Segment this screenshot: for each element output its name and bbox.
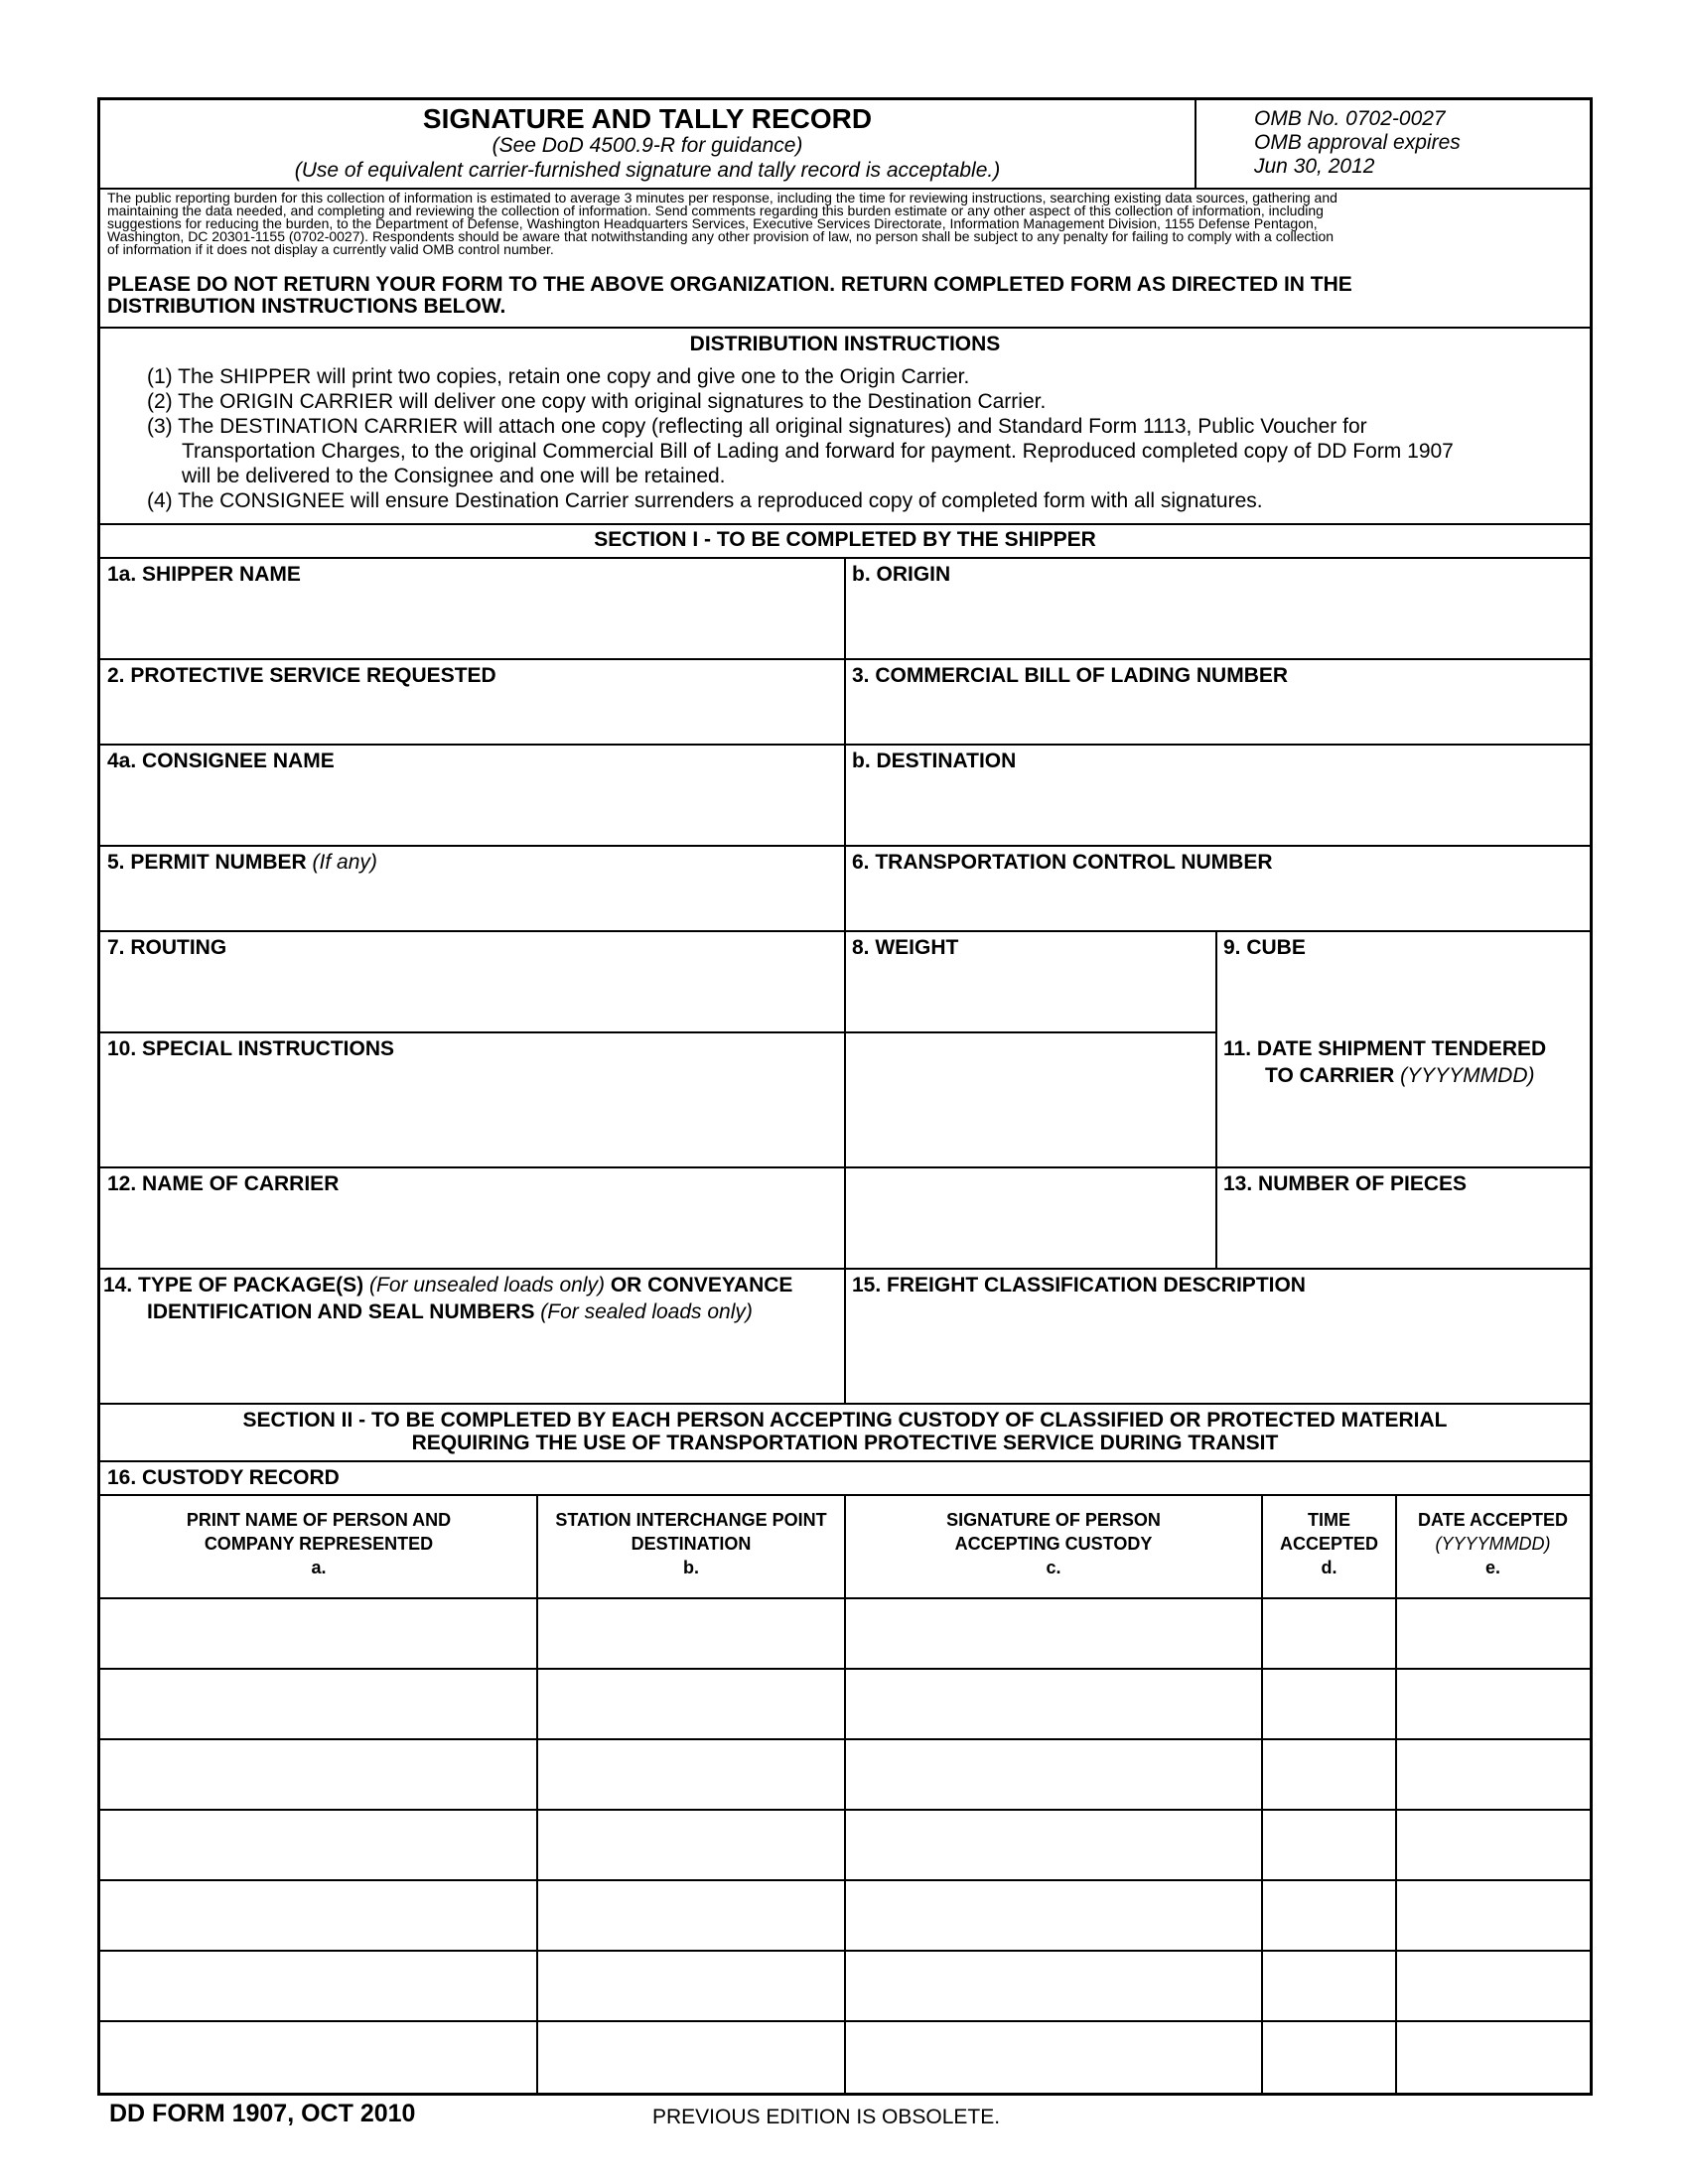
custody-record-label: 16. CUSTODY RECORD <box>107 1466 340 1489</box>
custody-cell-signature[interactable] <box>845 1809 1262 1879</box>
special-instructions-field[interactable] <box>100 1031 1216 1166</box>
protective-service-label: 2. PROTECTIVE SERVICE REQUESTED <box>107 664 496 687</box>
column-header-letter: a. <box>311 1558 327 1577</box>
custody-cell-signature[interactable] <box>845 1879 1262 1950</box>
custody-cell-name[interactable] <box>100 1597 537 1668</box>
burden-line: suggestions for reducing the burden, to the Department of Defense, Washington Headquarters Services, Executive Services Directorate, Information Management Division, 1155 Defense Pentagon, <box>107 215 1318 231</box>
form-title: SIGNATURE AND TALLY RECORD <box>422 103 873 134</box>
carrier-name-field[interactable] <box>100 1166 1216 1268</box>
origin-label: b. ORIGIN <box>852 563 951 586</box>
custody-column-divider <box>1261 1494 1263 2093</box>
date-tendered-label-text: TO CARRIER <box>1265 1064 1395 1087</box>
custody-cell-time[interactable] <box>1262 2020 1396 2091</box>
column-header-line: STATION INTERCHANGE POINT <box>555 1510 827 1530</box>
custody-cell-time[interactable] <box>1262 1950 1396 2020</box>
column-header-line: COMPANY REPRESENTED <box>204 1534 434 1554</box>
custody-cell-time[interactable] <box>1262 1738 1396 1809</box>
form-header <box>100 104 1195 184</box>
consignee-name-field[interactable] <box>100 744 845 845</box>
section2-rule <box>100 1460 1590 1462</box>
burden-statement <box>107 192 1587 256</box>
custody-cell-time[interactable] <box>1262 1809 1396 1879</box>
custody-column-divider <box>844 1494 846 2093</box>
header-divider <box>1195 100 1196 188</box>
column-header-letter: e. <box>1484 1558 1500 1577</box>
bill-of-lading-field[interactable] <box>845 658 1590 744</box>
section2-heading-line: REQUIRING THE USE OF TRANSPORTATION PROTECTIVE SERVICE DURING TRANSIT <box>411 1432 1279 1454</box>
custody-cell-signature[interactable] <box>845 1950 1262 2020</box>
shipper-name-field[interactable] <box>100 557 845 658</box>
column-header-line: ACCEPTED <box>1279 1534 1378 1554</box>
section1-heading: SECTION I - TO BE COMPLETED BY THE SHIPPER <box>594 528 1096 551</box>
custody-cell-date[interactable] <box>1396 1950 1590 2020</box>
custody-cell-name[interactable] <box>100 1738 537 1809</box>
package-type-label-or: OR CONVEYANCE <box>610 1274 793 1297</box>
transportation-control-number-label: 6. TRANSPORTATION CONTROL NUMBER <box>852 851 1273 874</box>
freight-classification-field[interactable] <box>845 1268 1590 1403</box>
weight-field[interactable] <box>845 930 1216 1031</box>
custody-cell-signature[interactable] <box>845 1668 1262 1738</box>
custody-cell-time[interactable] <box>1262 1879 1396 1950</box>
custody-cell-date[interactable] <box>1396 1809 1590 1879</box>
routing-field[interactable] <box>100 930 845 1031</box>
column-header-line: SIGNATURE OF PERSON <box>946 1510 1161 1530</box>
custody-cell-station[interactable] <box>537 1597 845 1668</box>
custody-cell-name[interactable] <box>100 1809 537 1879</box>
column-header-station <box>537 1508 845 1579</box>
permit-number-label-text: 5. PERMIT NUMBER <box>107 851 307 874</box>
custody-cell-station[interactable] <box>537 1809 845 1879</box>
number-of-pieces-label: 13. NUMBER OF PIECES <box>1223 1172 1468 1195</box>
form-identifier: DD FORM 1907, OCT 2010 <box>109 2100 416 2127</box>
custody-cell-name[interactable] <box>100 1668 537 1738</box>
shipper-name-label: 1a. SHIPPER NAME <box>107 563 301 586</box>
distribution-heading: DISTRIBUTION INSTRUCTIONS <box>689 333 1001 355</box>
section2-heading-line: SECTION II - TO BE COMPLETED BY EACH PERSON ACCEPTING CUSTODY OF CLASSIFIED OR PROTECTED MATERIAL <box>242 1409 1448 1432</box>
custody-cell-time[interactable] <box>1262 1668 1396 1738</box>
column-header-letter: d. <box>1321 1558 1337 1577</box>
edition-notice: PREVIOUS EDITION IS OBSOLETE. <box>652 2106 1001 2128</box>
form-frame <box>97 97 1593 2096</box>
burden-rule <box>100 327 1590 329</box>
custody-cell-date[interactable] <box>1396 1738 1590 1809</box>
carrier-name-label: 12. NAME OF CARRIER <box>107 1172 340 1195</box>
permit-number-note: (If any) <box>312 851 377 874</box>
form-subtitle-guidance: (See DoD 4500.9-R for guidance) <box>492 134 803 157</box>
custody-cell-date[interactable] <box>1396 1597 1590 1668</box>
custody-cell-station[interactable] <box>537 1950 845 2020</box>
consignee-name-label: 4a. CONSIGNEE NAME <box>107 750 335 772</box>
distribution-item: (2) The ORIGIN CARRIER will deliver one copy with original signatures to the Destination Carrier. <box>147 390 1047 413</box>
custody-cell-date[interactable] <box>1396 1668 1590 1738</box>
package-type-note: (For unsealed loads only) <box>369 1274 605 1297</box>
section1-bottom-rule <box>100 1403 1590 1405</box>
special-instructions-label: 10. SPECIAL INSTRUCTIONS <box>107 1037 394 1060</box>
weight-label: 8. WEIGHT <box>852 936 959 959</box>
column-header-date <box>1396 1508 1590 1579</box>
burden-line: Washington, DC 20301-1155 (0702-0027). Respondents should be aware that notwithstanding any other provision of law, no person shall be subject to any penalty for failing to comply with a collection <box>107 228 1335 244</box>
custody-cell-station[interactable] <box>537 2020 845 2091</box>
date-tendered-label-line1: 11. DATE SHIPMENT TENDERED <box>1223 1037 1547 1060</box>
custody-cell-date[interactable] <box>1396 1879 1590 1950</box>
custody-cell-signature[interactable] <box>845 1738 1262 1809</box>
bill-of-lading-label: 3. COMMERCIAL BILL OF LADING NUMBER <box>852 664 1289 687</box>
custody-cell-station[interactable] <box>537 1668 845 1738</box>
distribution-item-continued: will be delivered to the Consignee and one will be retained. <box>182 465 726 487</box>
custody-cell-name[interactable] <box>100 1879 537 1950</box>
column-header-signature <box>845 1508 1262 1579</box>
column-header-line: TIME <box>1308 1510 1350 1530</box>
date-tendered-format-note: (YYYYMMDD) <box>1400 1064 1535 1087</box>
destination-field[interactable] <box>845 744 1590 845</box>
column-header-print-name <box>100 1508 537 1579</box>
column-header-format-note: (YYYYMMDD) <box>1435 1534 1551 1554</box>
package-type-field[interactable] <box>100 1268 845 1403</box>
cube-field[interactable] <box>1216 930 1590 1031</box>
distribution-item: (1) The SHIPPER will print two copies, retain one copy and give one to the Origin Carrier. <box>147 365 970 388</box>
column-header-line: PRINT NAME OF PERSON AND <box>186 1510 452 1530</box>
burden-line: The public reporting burden for this collection of information is estimated to average 3 minutes per response, including the time for reviewing instructions, searching existing data sources, gathering and <box>107 190 1337 205</box>
destination-label: b. DESTINATION <box>852 750 1017 772</box>
custody-cell-date[interactable] <box>1396 2020 1590 2091</box>
column-header-line: DATE ACCEPTED <box>1417 1510 1568 1530</box>
distribution-item: (3) The DESTINATION CARRIER will attach one copy (reflecting all original signatures) and Standard Form 1113, Public Voucher for <box>147 415 1367 438</box>
routing-label: 7. ROUTING <box>107 936 227 959</box>
number-of-pieces-field[interactable] <box>1216 1166 1590 1268</box>
package-type-label-line1 <box>103 1272 792 1298</box>
custody-column-divider <box>1395 1494 1397 2093</box>
column-header-letter: b. <box>683 1558 699 1577</box>
package-type-label <box>103 1272 792 1325</box>
custody-cell-name[interactable] <box>100 1950 537 2020</box>
column-header-time <box>1262 1508 1396 1579</box>
permit-number-label <box>107 849 377 876</box>
transportation-control-number-field[interactable] <box>845 845 1590 930</box>
column-header-line: ACCEPTING CUSTODY <box>954 1534 1153 1554</box>
freight-classification-label: 15. FREIGHT CLASSIFICATION DESCRIPTION <box>852 1274 1306 1297</box>
omb-expires-label: OMB approval expires <box>1254 131 1461 154</box>
distribution-item: (4) The CONSIGNEE will ensure Destination Carrier surrenders a reproduced copy of completed form with all signatures. <box>147 489 1263 512</box>
section2-heading <box>100 1409 1590 1454</box>
burden-line: of information if it does not display a currently valid OMB control number. <box>107 241 554 257</box>
return-warning-line: DISTRIBUTION INSTRUCTIONS BELOW. <box>107 295 506 318</box>
omb-number: OMB No. 0702-0027 <box>1254 107 1446 130</box>
date-tendered-label-line2 <box>1223 1062 1546 1089</box>
omb-expires-date: Jun 30, 2012 <box>1254 155 1375 178</box>
omb-block <box>1254 107 1461 179</box>
seal-numbers-note: (For sealed loads only) <box>540 1300 753 1323</box>
permit-number-field[interactable] <box>100 845 845 930</box>
custody-cell-signature[interactable] <box>845 1597 1262 1668</box>
column-divider <box>1215 930 1217 1268</box>
custody-cell-signature[interactable] <box>845 2020 1262 2091</box>
custody-cell-name[interactable] <box>100 2020 537 2091</box>
distribution-rule <box>100 523 1590 525</box>
custody-column-divider <box>536 1494 538 2093</box>
distribution-list <box>147 364 1454 513</box>
origin-field[interactable] <box>845 557 1590 658</box>
return-warning <box>107 274 1352 318</box>
form-subtitle-equivalent: (Use of equivalent carrier-furnished signature and tally record is acceptable.) <box>294 159 1001 182</box>
return-warning-line: PLEASE DO NOT RETURN YOUR FORM TO THE ABOVE ORGANIZATION. RETURN COMPLETED FORM AS DIRECTED IN THE <box>107 273 1352 296</box>
column-header-line: DESTINATION <box>631 1534 752 1554</box>
column-divider <box>844 557 846 1403</box>
burden-line: maintaining the data needed, and completing and reviewing the collection of information. Send comments regarding this burden estimate or any other aspect of this collection of information, including <box>107 203 1324 218</box>
distribution-item-continued: Transportation Charges, to the original Commercial Bill of Lading and forward for payment. Reproduced completed copy of DD Form 1907 <box>182 440 1454 463</box>
cube-label: 9. CUBE <box>1223 936 1306 959</box>
protective-service-field[interactable] <box>100 658 845 744</box>
custody-cell-station[interactable] <box>537 1738 845 1809</box>
custody-cell-station[interactable] <box>537 1879 845 1950</box>
package-type-label-line2 <box>103 1298 792 1325</box>
date-tendered-label <box>1223 1035 1546 1089</box>
seal-numbers-label-text: IDENTIFICATION AND SEAL NUMBERS <box>147 1300 535 1323</box>
date-tendered-field[interactable] <box>1216 1031 1590 1166</box>
column-header-letter: c. <box>1046 1558 1061 1577</box>
package-type-label-text: 14. TYPE OF PACKAGE(S) <box>103 1274 364 1297</box>
custody-cell-time[interactable] <box>1262 1597 1396 1668</box>
